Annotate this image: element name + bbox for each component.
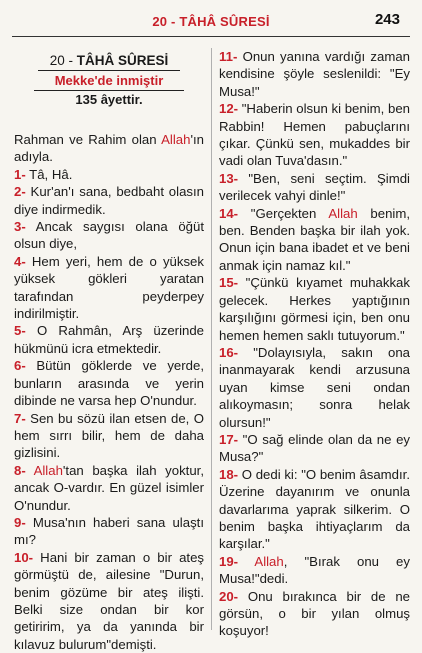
verse-text: 'tan başka ilah yoktur, ancak O-vardır. En güzel isimler O'nundur. xyxy=(14,462,204,513)
allah-word: Allah xyxy=(161,132,191,147)
header-rule xyxy=(12,36,410,37)
verse xyxy=(219,48,410,100)
verse-text: "Çünkü kıyamet muhakkak gelecek. Herkes yaptığının karşılığını görmesi için, ben onu hemen hemen saklı tutuyorum." xyxy=(219,275,410,343)
verse-number: 14- xyxy=(219,205,239,221)
verse-number: 12- xyxy=(219,101,239,117)
verse-text: , "Bırak onu ey Musa!"dedi. xyxy=(219,553,410,587)
verse-number: 15- xyxy=(219,275,239,291)
verse-number: 18- xyxy=(219,466,239,482)
verse-text: Onun yanına vardığı zaman kendisine şöyle seslenildi: "Ey Musa!" xyxy=(219,49,410,99)
verse-text: "Haberin olsun ki benim, ben Rabbin! Hemen pabuçlarını çıkar. Çünkü sen, mukaddes bir vadi olan Tuva'dasın." xyxy=(219,101,410,169)
verse xyxy=(14,410,204,462)
allah-word: Allah xyxy=(254,553,284,569)
verse-number: 19- xyxy=(219,553,239,569)
verse xyxy=(219,100,410,170)
running-header xyxy=(0,11,422,34)
verse xyxy=(14,218,204,253)
verse xyxy=(14,462,204,514)
left-column xyxy=(14,48,204,653)
verse-number: 11- xyxy=(219,49,238,64)
verse xyxy=(14,322,204,357)
basmala-text-b: 'ın adıyla. xyxy=(14,132,204,165)
verse xyxy=(14,357,204,409)
verse xyxy=(14,166,204,183)
verse-text: Sen bu sözü ilan etsen de, O hem sırrı bilir, hem de daha gizlisini. xyxy=(14,410,204,461)
verse-number: 20- xyxy=(219,588,239,604)
verse xyxy=(219,344,410,431)
verse-number: 7- xyxy=(14,410,26,426)
verse-text xyxy=(238,554,254,569)
verse-text: "Dolayısıyla, sakın ona inanmayarak kendi arzusuna uyan kimse seni ondan alıkoymasın; sonra helak olursun!" xyxy=(219,344,410,430)
verse-text: O dedi ki: "O benim âsamdır. Üzerine dayanırım ve onunla davarlarıma yaprak silkerim. O benim başka ihtiyaçlarım da karşılar." xyxy=(219,466,410,552)
verse xyxy=(219,588,410,640)
verse xyxy=(219,274,410,344)
page-number: 243 xyxy=(374,11,400,28)
right-verse-list xyxy=(219,48,410,640)
verse-number: 16- xyxy=(219,344,239,360)
verse-number: 13- xyxy=(219,170,239,186)
verse-number: 17- xyxy=(219,431,239,447)
verse-text: Musa'nın haberi sana ulaştı mı? xyxy=(14,514,204,548)
allah-word: Allah xyxy=(328,205,358,221)
basmala-text-a: Rahman ve Rahim olan xyxy=(14,132,162,147)
verse-text: Bütün göklerde ve yerde, bunların arasında ve yerin dibinde ne varsa hep O'nundur. xyxy=(14,358,204,409)
verse-text: benim, ben. Benden başka bir ilah yok. Onun için bana ibadet et ve beni anmak için namaz kıl." xyxy=(219,205,410,273)
verse xyxy=(219,431,410,466)
verse-text xyxy=(26,463,34,478)
verse-text: "O sağ elinde olan da ne ey Musa?" xyxy=(219,431,410,465)
verse-number: 4- xyxy=(14,253,26,269)
verse xyxy=(14,514,204,549)
verse xyxy=(219,553,410,588)
verse-text: "Gerçekten xyxy=(238,205,329,221)
verse-number: 6- xyxy=(14,358,26,374)
verse xyxy=(219,466,410,553)
verse-number: 3- xyxy=(14,219,26,235)
verse-number: 10- xyxy=(14,549,34,565)
verse-count: 135 âyettir. xyxy=(75,92,143,107)
revelation-place: Mekke'de inmiştir xyxy=(34,72,184,91)
verse xyxy=(14,549,204,653)
running-header-title: 20 - TÂHÂ SÛRESİ xyxy=(152,14,270,29)
verse-text: O Rahmân, Arş üzerinde hükmünü icra etmektedir. xyxy=(14,323,204,356)
column-divider xyxy=(211,48,212,630)
verse-text: Ancak saygısı olana öğüt olsun diye, xyxy=(14,219,204,252)
verse-number: 2- xyxy=(14,184,26,200)
verse-text: Onu bırakınca bir de ne görsün, o bir yılan olmuş koşuyor! xyxy=(219,588,410,639)
verse-number: 5- xyxy=(14,323,26,339)
basmala xyxy=(14,131,204,166)
verse-text: Kur'an'ı sana, bedbaht olasın diye indirmedik. xyxy=(14,184,204,217)
verse-text: Tâ, Hâ. xyxy=(25,166,73,182)
verse xyxy=(219,205,410,275)
right-column xyxy=(219,48,410,640)
verse-number: 8- xyxy=(14,462,26,478)
verse-number: 1- xyxy=(14,166,26,182)
sura-name: TÂHÂ SÛRESİ xyxy=(76,53,169,68)
sura-heading xyxy=(14,52,204,109)
verse-number: 9- xyxy=(14,514,26,530)
allah-word: Allah xyxy=(33,462,63,478)
verse xyxy=(14,183,204,218)
verse-text: "Ben, seni seçtim. Şimdi verilecek vahyi dinle!" xyxy=(219,170,410,204)
verse xyxy=(14,253,204,323)
verse xyxy=(219,170,410,205)
sura-title xyxy=(38,52,181,71)
verse-text: Hani bir zaman o bir ateş görmüştü de, ailesine "Durun, benim gözüme bir ateş ilişti. Belki size ondan bir kor getiririm, ya da yanında bir kılavuz bulurum"demişti. xyxy=(14,549,204,652)
sura-number: 20 - xyxy=(49,53,77,68)
verse-text: Hem yeri, hem de o yüksek yüksek gökleri yaratan tarafından peyderpey indirilmiştir. xyxy=(14,253,204,322)
left-verse-list xyxy=(14,166,204,653)
